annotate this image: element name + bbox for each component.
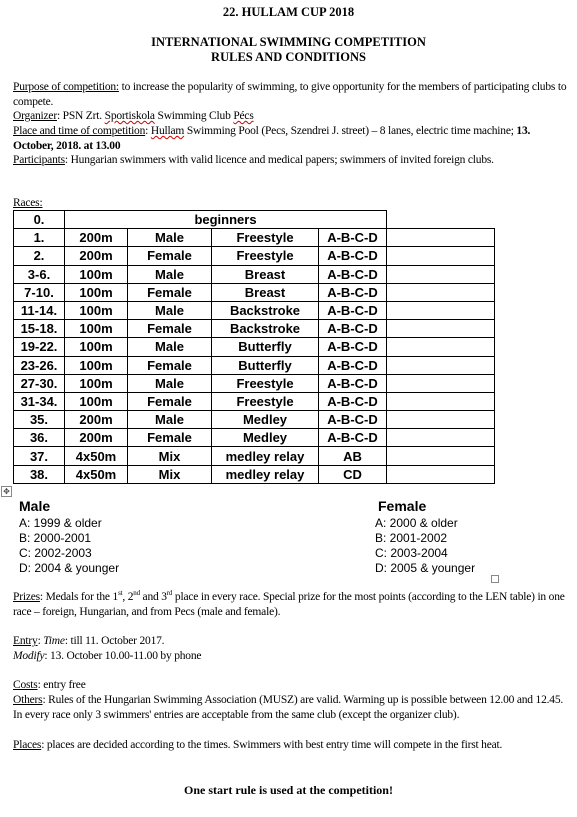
male-category-item: D: 2004 & younger bbox=[19, 561, 120, 575]
prizes-label: Prizes bbox=[13, 591, 40, 603]
stroke-cell: Backstroke bbox=[212, 301, 319, 319]
table-row bbox=[14, 429, 495, 447]
table-row bbox=[14, 229, 495, 247]
document-subtitle-rules: RULES AND CONDITIONS bbox=[211, 50, 366, 64]
entry-time-line: Entry: Time: till 11. October 2017. bbox=[13, 635, 165, 647]
distance-cell: 100m bbox=[65, 265, 128, 283]
distance-cell: 100m bbox=[65, 283, 128, 301]
distance-cell: 100m bbox=[65, 320, 128, 338]
distance-cell: 100m bbox=[65, 338, 128, 356]
sex-cell: Male bbox=[128, 411, 212, 429]
race-number-cell: 23-26. bbox=[14, 356, 65, 374]
empty-cell bbox=[387, 338, 495, 356]
participants-paragraph bbox=[13, 153, 568, 168]
others-label: Others bbox=[13, 694, 43, 706]
male-category-item: B: 2000-2001 bbox=[19, 531, 92, 545]
places-text: : places are decided according to the times. Swimmers with best entry time will compete in the first heat. bbox=[41, 739, 503, 751]
one-start-rule-note: One start rule is used at the competition! bbox=[184, 783, 393, 797]
participants-label: Participants bbox=[13, 154, 65, 166]
category-cell: A-B-C-D bbox=[319, 301, 387, 319]
races-table bbox=[13, 210, 495, 484]
sex-cell: Male bbox=[128, 374, 212, 392]
category-cell: CD bbox=[319, 465, 387, 483]
modify-text: : 13. October 10.00-11.00 by phone bbox=[44, 650, 202, 662]
time-text: : till 11. October 2017. bbox=[64, 635, 165, 647]
male-category-item: C: 2002-2003 bbox=[19, 546, 92, 560]
table-row bbox=[14, 411, 495, 429]
distance-cell: 100m bbox=[65, 392, 128, 410]
category-cell: A-B-C-D bbox=[319, 429, 387, 447]
organizer-label: Organizer bbox=[13, 110, 57, 122]
table-row bbox=[14, 320, 495, 338]
category-cell: A-B-C-D bbox=[319, 338, 387, 356]
entry-label: Entry bbox=[13, 635, 38, 647]
stroke-cell: Medley bbox=[212, 429, 319, 447]
places-paragraph bbox=[13, 738, 568, 753]
place-paragraph bbox=[13, 124, 568, 153]
stroke-cell: Butterfly bbox=[212, 338, 319, 356]
table-row bbox=[14, 247, 495, 265]
race-number-cell: 31-34. bbox=[14, 392, 65, 410]
prizes-text: : Medals for the 1 bbox=[39, 591, 119, 603]
table-row-beginners bbox=[14, 211, 495, 229]
race-number-cell: 2. bbox=[14, 247, 65, 265]
stroke-cell: Medley bbox=[212, 411, 319, 429]
distance-cell: 4x50m bbox=[65, 447, 128, 465]
category-cell: A-B-C-D bbox=[319, 374, 387, 392]
ordinal-suffix: rd bbox=[166, 589, 173, 598]
race-number-cell: 35. bbox=[14, 411, 65, 429]
empty-cell bbox=[387, 374, 495, 392]
stroke-cell: Freestyle bbox=[212, 374, 319, 392]
category-cell: A-B-C-D bbox=[319, 247, 387, 265]
sex-cell: Female bbox=[128, 247, 212, 265]
spellcheck-word: Pécs bbox=[233, 110, 254, 122]
place-text: : bbox=[145, 125, 151, 137]
table-row bbox=[14, 356, 495, 374]
stroke-cell: Freestyle bbox=[212, 247, 319, 265]
spellcheck-word: Hullam bbox=[150, 125, 185, 137]
female-category-item: C: 2003-2004 bbox=[375, 546, 448, 560]
stroke-cell: Breast bbox=[212, 283, 319, 301]
empty-cell bbox=[387, 229, 495, 247]
table-row bbox=[14, 283, 495, 301]
race-number-cell: 37. bbox=[14, 447, 65, 465]
costs-paragraph bbox=[13, 678, 568, 693]
resize-handle-icon[interactable] bbox=[491, 575, 499, 583]
category-cell: A-B-C-D bbox=[319, 392, 387, 410]
others-paragraph bbox=[13, 693, 568, 722]
male-heading: Male bbox=[19, 498, 51, 514]
stroke-cell: Backstroke bbox=[212, 320, 319, 338]
time-label: Time bbox=[43, 635, 65, 647]
race-number-cell: 1. bbox=[14, 229, 65, 247]
sex-cell: Male bbox=[128, 301, 212, 319]
modify-label: Modify bbox=[13, 650, 45, 662]
competition-date: 13. October, 2018. at 13.00 bbox=[13, 125, 531, 152]
female-category-item: B: 2001-2002 bbox=[375, 531, 448, 545]
empty-cell bbox=[387, 283, 495, 301]
sex-cell: Female bbox=[128, 356, 212, 374]
distance-cell: 100m bbox=[65, 374, 128, 392]
empty-cell bbox=[387, 411, 495, 429]
female-category-item: D: 2005 & younger bbox=[375, 561, 476, 575]
table-row bbox=[14, 338, 495, 356]
table-row bbox=[14, 465, 495, 483]
distance-cell: 200m bbox=[65, 429, 128, 447]
organizer-paragraph bbox=[13, 109, 568, 124]
sex-cell: Mix bbox=[128, 465, 212, 483]
female-category-item: A: 2000 & older bbox=[375, 516, 458, 530]
organizer-text: : PSN Zrt. bbox=[56, 110, 105, 122]
beginners-cell: beginners bbox=[65, 211, 387, 229]
others-text: : Rules of the Hungarian Swimming Association (MUSZ) are valid. Warming up is possible between 12.00 and 12.45. In every race only 3 swimmers' entries are acceptable from the same club (except the organizer club). bbox=[13, 694, 564, 721]
empty-cell bbox=[387, 211, 495, 229]
purpose-paragraph bbox=[13, 80, 568, 109]
purpose-label: Purpose of competition: bbox=[13, 81, 119, 93]
stroke-cell: medley relay bbox=[212, 465, 319, 483]
prizes-text: , 2 bbox=[122, 591, 134, 603]
sex-cell: Mix bbox=[128, 447, 212, 465]
category-cell: A-B-C-D bbox=[319, 320, 387, 338]
category-cell: A-B-C-D bbox=[319, 229, 387, 247]
race-number-cell: 11-14. bbox=[14, 301, 65, 319]
sex-cell: Male bbox=[128, 265, 212, 283]
distance-cell: 200m bbox=[65, 411, 128, 429]
race-number-cell: 15-18. bbox=[14, 320, 65, 338]
category-cell: A-B-C-D bbox=[319, 356, 387, 374]
empty-cell bbox=[387, 465, 495, 483]
category-cell: A-B-C-D bbox=[319, 283, 387, 301]
distance-cell: 100m bbox=[65, 301, 128, 319]
sex-cell: Female bbox=[128, 429, 212, 447]
place-text-b: Swimming Pool (Pecs, Szendrei J. street) – 8 lanes, electric time machine; bbox=[184, 125, 517, 137]
races-label: Races: bbox=[13, 197, 43, 209]
distance-cell: 200m bbox=[65, 247, 128, 265]
spellcheck-word: Sportiskola bbox=[104, 110, 155, 122]
prizes-text: place in every race. Special prize for the most points (according to the LEN table) in one race – foreign, Hungarian, and from Pecs (male and female). bbox=[13, 591, 565, 618]
empty-cell bbox=[387, 265, 495, 283]
purpose-text: to increase the popularity of swimming, to give opportunity for the members of participating clubs to compete. bbox=[13, 81, 567, 108]
table-row bbox=[14, 374, 495, 392]
prizes-paragraph bbox=[13, 590, 568, 619]
race-number-cell: 7-10. bbox=[14, 283, 65, 301]
empty-cell bbox=[387, 301, 495, 319]
distance-cell: 100m bbox=[65, 356, 128, 374]
empty-cell bbox=[387, 392, 495, 410]
empty-cell bbox=[387, 356, 495, 374]
female-categories bbox=[375, 498, 475, 576]
race-number-cell: 19-22. bbox=[14, 338, 65, 356]
places-label: Places bbox=[13, 739, 42, 751]
place-label: Place and time of competition bbox=[13, 125, 146, 137]
sex-cell: Female bbox=[128, 283, 212, 301]
costs-label: Costs bbox=[13, 679, 38, 691]
category-cell: A-B-C-D bbox=[319, 265, 387, 283]
female-heading: Female bbox=[378, 498, 427, 514]
entry-modify-line bbox=[13, 649, 568, 664]
category-cell: A-B-C-D bbox=[319, 411, 387, 429]
stroke-cell: Butterfly bbox=[212, 356, 319, 374]
empty-cell bbox=[387, 320, 495, 338]
sex-cell: Female bbox=[128, 392, 212, 410]
organizer-text-b: Swimming Club bbox=[154, 110, 234, 122]
distance-cell: 200m bbox=[65, 229, 128, 247]
empty-cell bbox=[387, 247, 495, 265]
empty-cell bbox=[387, 447, 495, 465]
stroke-cell: Freestyle bbox=[212, 229, 319, 247]
male-categories bbox=[19, 498, 119, 576]
distance-cell: 4x50m bbox=[65, 465, 128, 483]
category-cell: AB bbox=[319, 447, 387, 465]
stroke-cell: Freestyle bbox=[212, 392, 319, 410]
table-row bbox=[14, 392, 495, 410]
empty-cell bbox=[387, 429, 495, 447]
prizes-text: and 3 bbox=[139, 591, 167, 603]
table-row bbox=[14, 301, 495, 319]
stroke-cell: Breast bbox=[212, 265, 319, 283]
costs-text: : entry free bbox=[37, 679, 86, 691]
table-move-handle-icon[interactable]: ✥ bbox=[1, 486, 12, 497]
race-number-cell: 3-6. bbox=[14, 265, 65, 283]
ordinal-suffix: st bbox=[118, 589, 123, 598]
table-row bbox=[14, 447, 495, 465]
race-number-cell: 27-30. bbox=[14, 374, 65, 392]
ordinal-suffix: nd bbox=[133, 589, 140, 598]
race-number-cell: 0. bbox=[14, 211, 65, 229]
sex-cell: Male bbox=[128, 229, 212, 247]
sex-cell: Female bbox=[128, 320, 212, 338]
sex-cell: Male bbox=[128, 338, 212, 356]
race-number-cell: 38. bbox=[14, 465, 65, 483]
document-subtitle: INTERNATIONAL SWIMMING COMPETITION bbox=[151, 35, 426, 49]
race-number-cell: 36. bbox=[14, 429, 65, 447]
table-row bbox=[14, 265, 495, 283]
participants-text: : Hungarian swimmers with valid licence and medical papers; swimmers of invited foreign clubs. bbox=[64, 154, 494, 166]
stroke-cell: medley relay bbox=[212, 447, 319, 465]
male-category-item: A: 1999 & older bbox=[19, 516, 102, 530]
document-title: 22. HULLAM CUP 2018 bbox=[222, 5, 355, 19]
